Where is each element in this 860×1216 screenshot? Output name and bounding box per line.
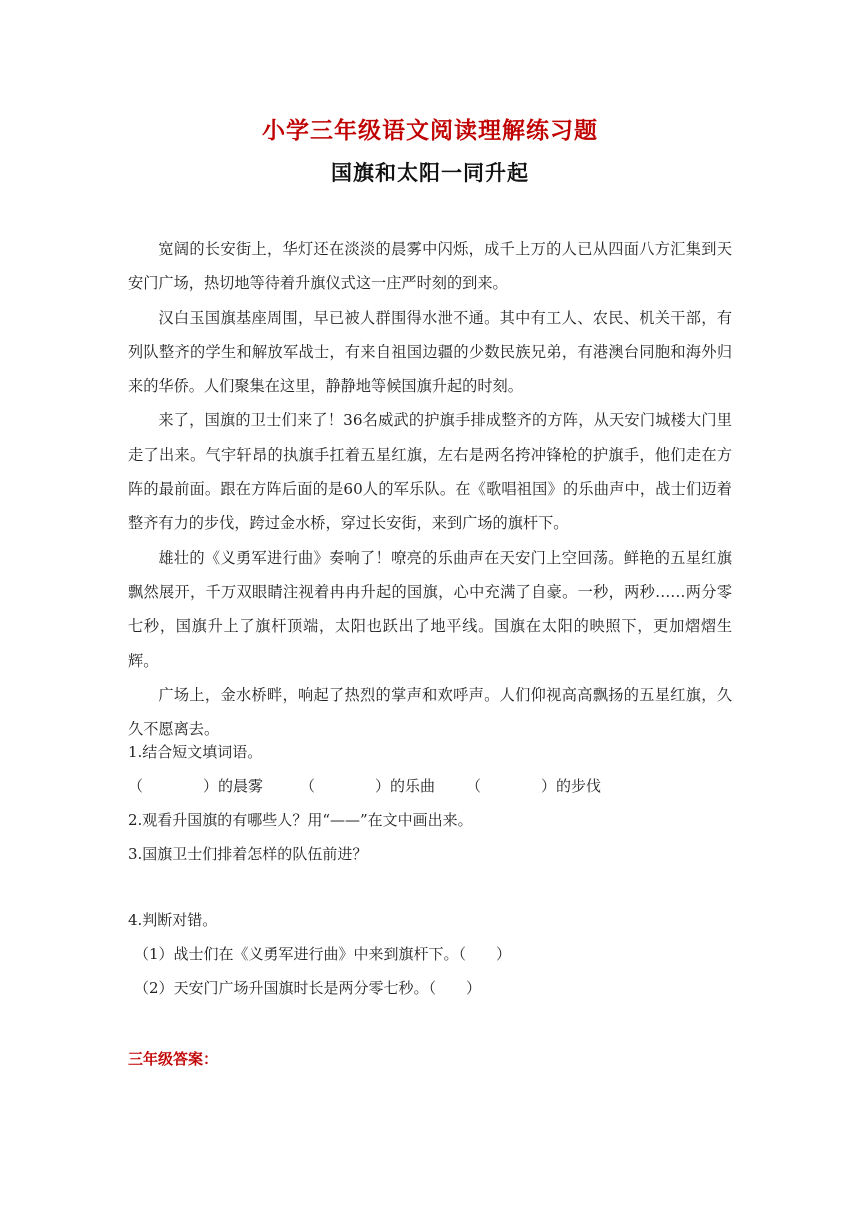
question-2: 2.观看升国旗的有哪些人？用“——”在文中画出来。 xyxy=(128,811,473,829)
paragraph: 汉白玉国旗基座周围，早已被人群围得水泄不通。其中有工人、农民、机关干部，有列队整齐的学生和解放军战士，有来自祖国边疆的少数民族兄弟，有港澳台同胞和海外归来的华侨。人们聚集在这里，静静地等候国旗升起的时刻。 xyxy=(128,308,732,396)
paragraph: 广场上，金水桥畔，响起了热烈的掌声和欢呼声。人们仰视高高飘扬的五星红旗，久久不愿离去。 xyxy=(128,685,732,739)
question-4-item-2: （2）天安门广场升国旗时长是两分零七秒。（ ） xyxy=(134,979,482,997)
passage-title: 国旗和太阳一同升起 xyxy=(331,160,529,185)
fill-blank-2[interactable]: （ ）的乐曲 xyxy=(300,777,436,795)
paragraph: 雄壮的《义勇军进行曲》奏响了！嘹亮的乐曲声在天安门上空回荡。鲜艳的五星红旗飘然展开，千万双眼睛注视着冉冉升起的国旗，心中充满了自豪。一秒，两秒……两分零七秒，国旗升上了旗杆顶端，太阳也跃出了地平线。国旗在太阳的映照下，更加熠熠生辉。 xyxy=(128,548,732,670)
question-4-item-1: （1）战士们在《义勇军进行曲》中来到旗杆下。（ ） xyxy=(134,945,512,963)
fill-blank-1[interactable]: （ ）的晨雾 xyxy=(128,777,264,795)
passage xyxy=(128,232,732,746)
question-3: 3.国旗卫士们排着怎样的队伍前进？ xyxy=(128,845,368,863)
answers-heading: 三年级答案： xyxy=(128,1050,219,1068)
document-title: 小学三年级语文阅读理解练习题 xyxy=(262,118,598,144)
fill-blank-3[interactable]: （ ）的步伐 xyxy=(466,777,602,795)
paragraph: 来了，国旗的卫士们来了！36名威武的护旗手排成整齐的方阵，从天安门城楼大门里走了出来。气宇轩昂的执旗手扛着五星红旗，左右是两名挎冲锋枪的护旗手，他们走在方阵的最前面。跟在方阵后面的是60人的军乐队。在《歌唱祖国》的乐曲声中，战士们迈着整齐有力的步伐，跨过金水桥，穿过长安街，来到广场的旗杆下。 xyxy=(128,411,732,533)
question-1: 1.结合短文填词语。 xyxy=(128,743,263,761)
paragraph: 宽阔的长安街上，华灯还在淡淡的晨雾中闪烁，成千上万的人已从四面八方汇集到天安门广场，热切地等待着升旗仪式这一庄严时刻的到来。 xyxy=(128,240,732,293)
question-4: 4.判断对错。 xyxy=(128,911,218,929)
